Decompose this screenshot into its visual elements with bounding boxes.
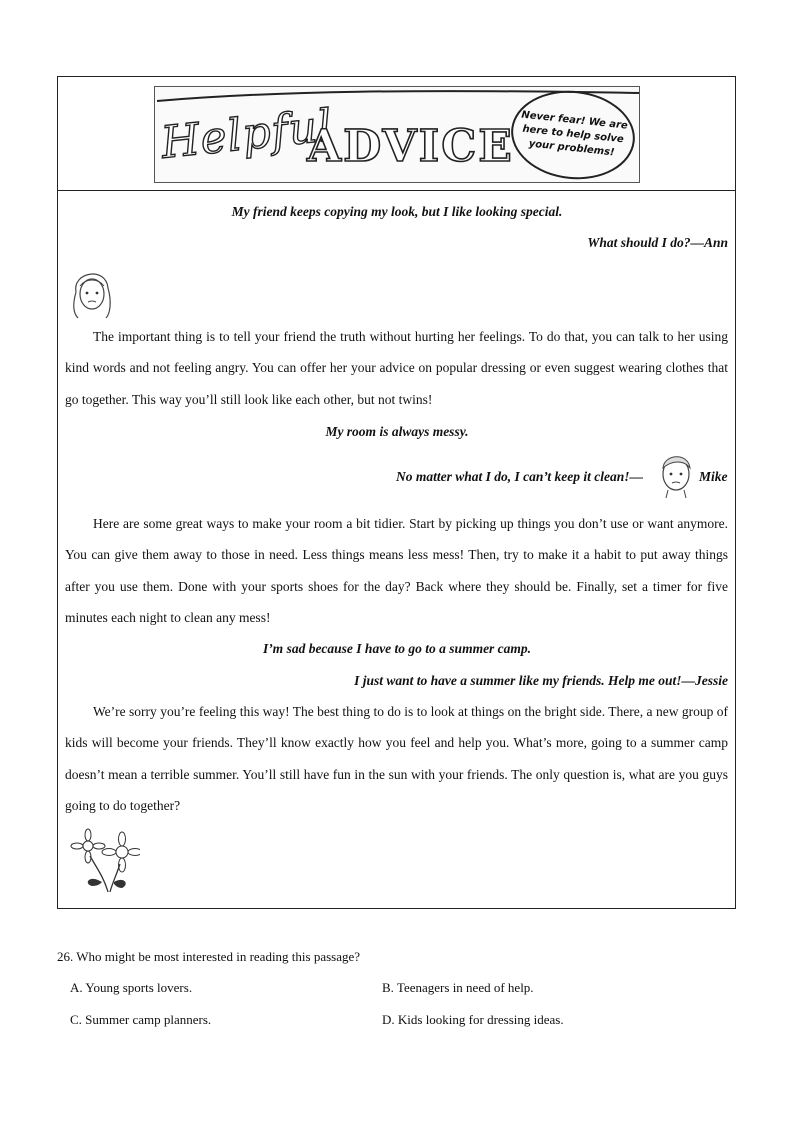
- letter-3-answer: We’re sorry you’re feeling this way! The best thing to do is to look at things on the bright side. There, a new group of kids will become your friends. They’ll know exactly how you feel and help you. What’s more, going to a summer camp doesn’t mean a terrible summer. You’ll still have fun in the sun with your friends. The only question is, what are you guys going to do together?: [65, 704, 728, 813]
- option-c[interactable]: C. Summer camp planners.: [70, 1012, 212, 1027]
- flowers-icon: [68, 826, 140, 896]
- letter-2-question: My room is always messy.: [325, 424, 469, 439]
- letter-2-answer: Here are some great ways to make your room a bit tidier. Start by picking up things you don’t use or want anymore. You can give them away to those in need. Less things means less mess! Then, try to make it a habit to put away things after you use them. Done with your sports shoes for the day? Back where they should be. Finally, set a timer for five minutes each night to clean any mess!: [65, 516, 728, 625]
- letter-1-signature: What should I do?—Ann: [587, 235, 728, 250]
- banner-title-helpful: Helpful: [158, 100, 336, 169]
- letter-2-signature-name: Mike: [699, 469, 728, 484]
- banner-divider: [58, 190, 735, 191]
- boy-face-icon: [654, 446, 698, 498]
- speech-bubble: Never fear! We are here to help solve your problems!: [507, 86, 640, 183]
- letter-3-signature: I just want to have a summer like my friends. Help me out!—Jessie: [354, 673, 728, 688]
- helpful-advice-banner: [154, 86, 640, 183]
- banner-title-advice: ADVICE: [307, 121, 514, 172]
- letter-1-answer: The important thing is to tell your friend the truth without hurting her feelings. To do that, you can talk to her using kind words and not feeling angry. You can offer her your advice on popular dressing or even suggest wearing clothes that go together. This way you’ll still look like each other, but not twins!: [65, 329, 728, 407]
- option-d[interactable]: D. Kids looking for dressing ideas.: [382, 1012, 564, 1027]
- letter-1-question: My friend keeps copying my look, but I like looking special.: [231, 204, 563, 219]
- option-b[interactable]: B. Teenagers in need of help.: [382, 980, 534, 995]
- letter-2-signature: No matter what I do, I can’t keep it clean!—: [396, 469, 643, 484]
- option-a[interactable]: A. Young sports lovers.: [70, 980, 193, 995]
- letter-3-question: I’m sad because I have to go to a summer camp.: [262, 641, 532, 656]
- girl-face-icon: [66, 262, 116, 320]
- quiz-question: 26. Who might be most interested in reading this passage?: [57, 949, 361, 964]
